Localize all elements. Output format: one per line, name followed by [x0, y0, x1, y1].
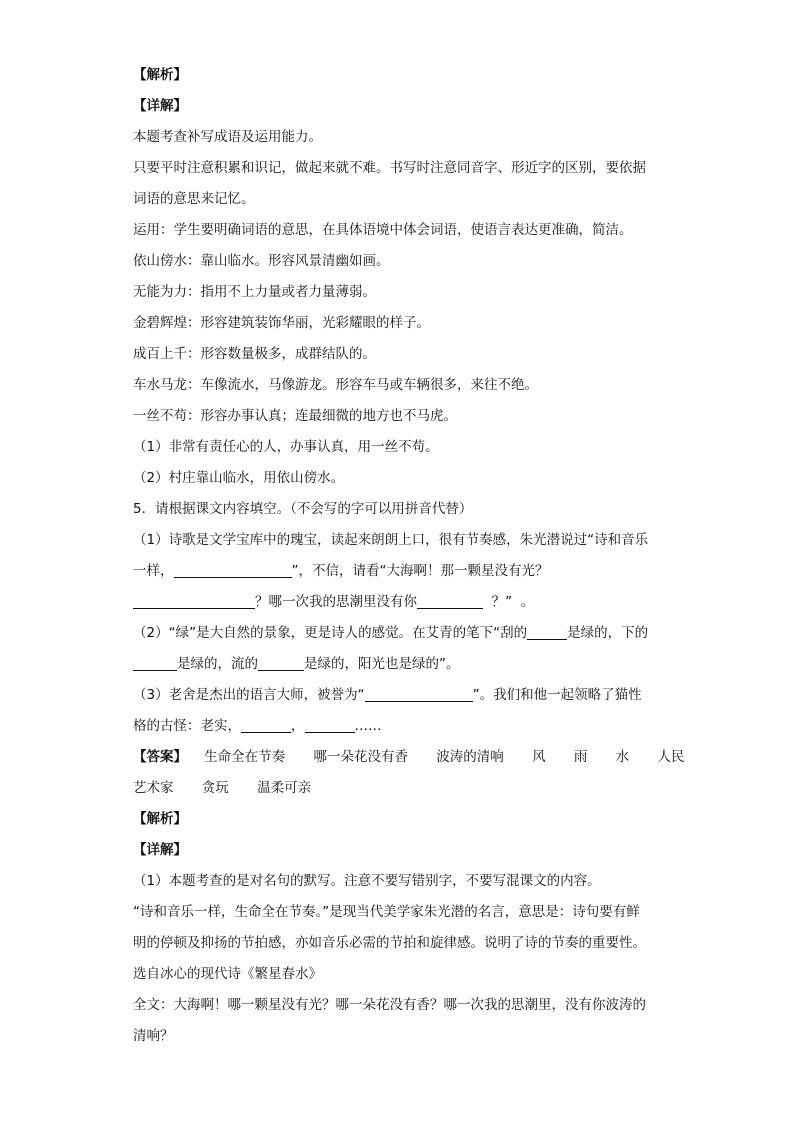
- question-text-part: 一样，: [133, 563, 174, 579]
- text-line: 本题考查补写成语及运用能力。: [133, 129, 322, 145]
- answer-label: 【答案】: [133, 749, 187, 765]
- answer-line: [133, 742, 685, 773]
- text-line: 选自冰心的现代诗《繁星春水》: [133, 966, 322, 982]
- question-text-part: ”，不信，请看“大海啊！那一颗星没有光？: [291, 563, 549, 579]
- fill-blank: [417, 593, 483, 609]
- fill-blank: [133, 593, 255, 609]
- text-line: 金碧辉煌：形容建筑装饰华丽，光彩耀眼的样子。: [133, 315, 430, 331]
- question-text-part: 。: [520, 594, 535, 610]
- question-text-part: （3）老舍是杰出的语言大师，被誉为“: [133, 687, 365, 703]
- text-line: 清响？: [133, 1028, 174, 1044]
- question-text-part: 是绿的，阳光也是绿的”。: [304, 656, 460, 672]
- question-text-part: （2）“绿”是大自然的景象，更是诗人的感觉。在艾青的笔下“刮的: [133, 625, 528, 641]
- question-text: [133, 556, 673, 587]
- answer-item: 水: [615, 749, 630, 765]
- question-text: [133, 618, 673, 649]
- answer-item: 温柔可亲: [257, 780, 312, 796]
- answer-item: 人民: [657, 749, 685, 765]
- question-text-part: ？”: [491, 594, 513, 610]
- answer-item: 艺术家: [133, 780, 174, 796]
- answer-item: 风: [532, 749, 546, 765]
- question-text-part: 格的古怪：老实，: [133, 718, 241, 734]
- question-text: [133, 680, 673, 711]
- question-text: [133, 649, 673, 680]
- answer-item: 波涛的清响: [436, 749, 504, 765]
- question-text-part: ？哪一次我的思潮里没有你: [255, 594, 417, 610]
- text-line: 运用：学生要明确词语的意思，在具体语境中体会词语，使语言表达更准确，简洁。: [133, 222, 633, 238]
- analysis-heading: 【解析】: [133, 811, 187, 827]
- text-line: （1）本题考查的是对名句的默写。注意不要写错别字，不要写混课文的内容。: [133, 873, 601, 889]
- fill-blank: [527, 624, 567, 640]
- question-text-part: ，: [291, 718, 305, 734]
- text-line: 成百上千：形容数量极多，成群结队的。: [133, 346, 376, 362]
- fill-blank: [133, 655, 177, 671]
- question-text: [133, 587, 673, 618]
- fill-blank: [305, 717, 355, 733]
- text-line: 只要平时注意积累和识记，做起来就不难。书写时注意同音字、形近字的区别，要依据: [133, 160, 646, 176]
- detail-heading: 【详解】: [133, 98, 187, 114]
- answer-item: 雨: [573, 749, 588, 765]
- text-line: 明的停顿及抑扬的节拍感，亦如音乐必需的节拍和旋律感。说明了诗的节奏的重要性。: [133, 935, 646, 951]
- answer-item: 生命全在节奏: [204, 749, 286, 765]
- fill-blank: [241, 717, 291, 733]
- text-line: 依山傍水：靠山临水。形容风景清幽如画。: [133, 253, 390, 269]
- answer-line: [133, 773, 673, 804]
- text-line: 无能为力：指用不上力量或者力量薄弱。: [133, 284, 376, 300]
- question-text-part: ……: [354, 718, 382, 734]
- fill-blank: [258, 655, 304, 671]
- question-text-part: 是绿的，下的: [567, 625, 649, 641]
- text-line: 一丝不苟：形容办事认真；连最细微的地方也不马虎。: [133, 408, 457, 424]
- text-line: （1）非常有责任心的人，办事认真，用一丝不苟。: [133, 439, 439, 455]
- question-title: 5．请根据课文内容填空。（不会写的字可以用拼音代替）: [133, 501, 473, 517]
- question-text-part: ”。我们和他一起领略了猫性: [472, 687, 642, 703]
- detail-heading: 【详解】: [133, 842, 187, 858]
- question-text-part: 是绿的，流的: [177, 656, 258, 672]
- answer-item: 贪玩: [201, 780, 229, 796]
- text-line: 全文：大海啊！哪一颗星没有光？哪一朵花没有香？哪一次我的思潮里，没有你波涛的: [133, 997, 646, 1013]
- text-line: （2）村庄靠山临水，用依山傍水。: [133, 470, 345, 486]
- text-line: 车水马龙：车像流水，马像游龙。形容车马或车辆很多，来往不绝。: [133, 377, 538, 393]
- question-text: （1）诗歌是文学宝库中的瑰宝，读起来朗朗上口，很有节奏感，朱光潜说过“诗和音乐: [133, 532, 649, 548]
- question-text: [133, 711, 673, 742]
- answer-item: 哪一朵花没有香: [313, 749, 408, 765]
- text-line: 词语的意思来记忆。: [133, 191, 255, 207]
- analysis-heading: 【解析】: [133, 67, 187, 83]
- fill-blank: [174, 562, 292, 578]
- text-line: “诗和音乐一样，生命全在节奏。”是现当代美学家朱光潜的名言，意思是：诗句要有鲜: [133, 904, 640, 920]
- document-page: [133, 60, 685, 1052]
- fill-blank: [365, 686, 473, 702]
